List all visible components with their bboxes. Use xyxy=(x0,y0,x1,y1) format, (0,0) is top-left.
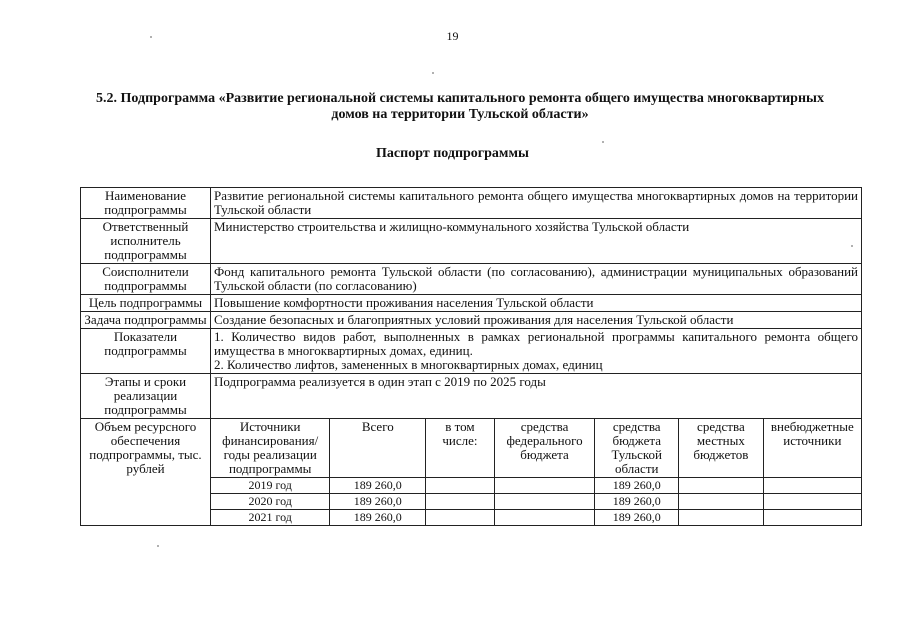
row-value-task: Создание безопасных и благоприятных условий проживания для населения Тульской области xyxy=(211,312,862,329)
header-federal: средства федерального бюджета xyxy=(494,419,595,478)
total-cell: 189 260,0 xyxy=(330,478,426,494)
header-extrabudget: внебюджетные источники xyxy=(763,419,861,478)
financing-cell xyxy=(211,419,862,526)
local-cell xyxy=(679,510,764,526)
extra-cell xyxy=(763,494,861,510)
total-cell: 189 260,0 xyxy=(330,494,426,510)
row-label-stages: Этапы и сроки реализации подпрограммы xyxy=(81,374,211,419)
passport-table xyxy=(80,187,862,526)
row-value-goal: Повышение комфортности проживания населения Тульской области xyxy=(211,295,862,312)
table-row xyxy=(81,264,862,295)
row-value-name: Развитие региональной системы капитального ремонта общего имущества многоквартирных домов на территории Тульской области xyxy=(211,188,862,219)
row-label-task: Задача подпрограммы xyxy=(81,312,211,329)
scan-speck xyxy=(432,72,434,74)
total-cell: 189 260,0 xyxy=(330,510,426,526)
including-cell xyxy=(426,510,495,526)
row-value-indicators xyxy=(211,329,862,374)
scan-speck xyxy=(851,245,853,247)
row-value-executor: Министерство строительства и жилищно-коммунального хозяйства Тульской области xyxy=(211,219,862,264)
row-label-coexecutors: Соисполнители подпрограммы xyxy=(81,264,211,295)
scan-speck xyxy=(602,141,604,143)
regional-cell: 189 260,0 xyxy=(595,494,679,510)
table-row xyxy=(81,219,862,264)
row-label-goal: Цель подпрограммы xyxy=(81,295,211,312)
extra-cell xyxy=(763,478,861,494)
table-row xyxy=(81,295,862,312)
table-row xyxy=(81,419,862,526)
passport-title: Паспорт подпрограммы xyxy=(376,146,529,161)
row-value-stages: Подпрограмма реализуется в один этап с 2019 по 2025 годы xyxy=(211,374,862,419)
header-total: Всего xyxy=(330,419,426,478)
regional-cell: 189 260,0 xyxy=(595,510,679,526)
including-cell xyxy=(426,494,495,510)
regional-cell: 189 260,0 xyxy=(595,478,679,494)
year-cell: 2021 год xyxy=(211,510,330,526)
table-row xyxy=(211,478,861,494)
federal-cell xyxy=(494,510,595,526)
financing-table xyxy=(211,419,861,525)
indicator-item: 1. Количество видов работ, выполненных в рамках региональной программы капитального ремонта общего имущества в многоквартирных домах, единиц. xyxy=(214,329,858,358)
table-row xyxy=(81,329,862,374)
row-label-indicators: Показатели подпрограммы xyxy=(81,329,211,374)
table-row xyxy=(211,510,861,526)
row-label-executor: Ответственный исполнитель подпрограммы xyxy=(81,219,211,264)
row-label-name: Наименование подпрограммы xyxy=(81,188,211,219)
financing-header-row xyxy=(211,419,861,478)
local-cell xyxy=(679,478,764,494)
section-heading: 5.2. Подпрограмма «Развитие региональной системы капитального ремонта общего имущества многоквартирных домов на территории Тульской области» xyxy=(96,91,824,122)
header-local: средства местных бюджетов xyxy=(679,419,764,478)
scan-speck xyxy=(150,36,152,38)
row-value-coexecutors: Фонд капитального ремонта Тульской области (по согласованию), администрации муниципальных образований Тульской области (по согласованию) xyxy=(211,264,862,295)
table-row xyxy=(81,312,862,329)
table-row xyxy=(81,188,862,219)
header-sources: Источники финансирования/ годы реализации подпрограммы xyxy=(211,419,330,478)
table-row xyxy=(211,494,861,510)
indicator-item: 2. Количество лифтов, замененных в многоквартирных домах, единиц xyxy=(214,357,603,372)
including-cell xyxy=(426,478,495,494)
scan-speck xyxy=(157,545,159,547)
federal-cell xyxy=(494,478,595,494)
page-number: 19 xyxy=(446,29,459,43)
local-cell xyxy=(679,494,764,510)
header-including: в том числе: xyxy=(426,419,495,478)
federal-cell xyxy=(494,494,595,510)
extra-cell xyxy=(763,510,861,526)
row-label-financing: Объем ресурсного обеспечения подпрограммы, тыс. рублей xyxy=(81,419,211,526)
table-row xyxy=(81,374,862,419)
year-cell: 2019 год xyxy=(211,478,330,494)
header-regional: средства бюджета Тульской области xyxy=(595,419,679,478)
year-cell: 2020 год xyxy=(211,494,330,510)
